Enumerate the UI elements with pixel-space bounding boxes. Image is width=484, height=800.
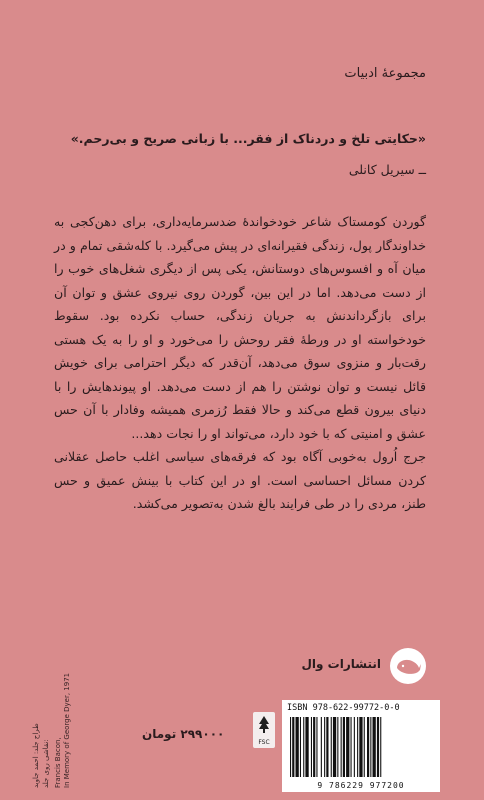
barcode-bar — [367, 717, 369, 777]
barcode-bar — [311, 717, 312, 777]
publisher-name: انتشارات وال — [301, 657, 381, 671]
barcode-bar — [364, 717, 365, 777]
synopsis-paragraph-1: گوردن کومستاک شاعر خودخواندهٔ ضدسرمایه‌داری، برای دهن‌کجی به خداوندگار پول، زندگی فقیرانه‌ای در پیش می‌گیرد. با کله‌شقی تمام و در میان آه و افسوس‌های دوستانش، یکی پس از دیگری شغل‌های خوب را از دست می‌دهد. اما در این بین، گوردن روی نیروی عشق و توان آن برای بازگرداندنش به جریان زندگی، حساب نکرده بود. سقوط خودخواسته او در ورطهٔ فقر روحش را می‌خورد و او را به یک هستی رقت‌بار و منزوی سوق می‌دهد، آن‌قدر که دیگر احترامی برای خویش قائل نیست و توان نوشتن را هم از دست می‌دهد. او پیوندهایش را با دنیای بیرون قطع می‌کند و حالا فقط رُزمری همیشه وفادار با آن حس عشق و امنیتی که با خود دارد، می‌تواند او را نجات دهد... — [54, 214, 426, 441]
barcode-bar — [324, 717, 325, 777]
barcode — [290, 717, 432, 777]
barcode-bar — [331, 717, 332, 777]
barcode-bar — [305, 717, 308, 777]
barcode-digits: 9 786229 977200 — [317, 781, 405, 790]
barcode-bar — [351, 717, 352, 777]
cover-credits — [30, 650, 88, 790]
barcode-bar — [380, 717, 381, 777]
barcode-bar — [321, 717, 322, 777]
barcode-bar — [373, 717, 376, 777]
fsc-badge — [253, 712, 275, 748]
series-title: مجموعهٔ ادبیات — [344, 66, 426, 81]
whale-logo-icon — [390, 648, 426, 684]
barcode-bar — [333, 717, 336, 777]
barcode-bar — [357, 717, 358, 777]
barcode-bar — [316, 717, 317, 777]
barcode-bar — [337, 717, 338, 777]
barcode-bar — [346, 717, 349, 777]
barcode-bar — [303, 717, 304, 777]
barcode-bar — [296, 717, 299, 777]
credit-designer: طراح جلد: احمد جاوید — [32, 723, 40, 788]
credit-painting-label: نقاشی روی جلد: — [42, 739, 50, 788]
synopsis-paragraph-2: جرج اُرول به‌خوبی آگاه بود که فرقه‌های سیاسی اغلب حاصل عقلانی کردن مسائل احساسی است. او در این کتاب با بینش عمیق و حس طنز، مردی را در طی فرایند بالغ شدن به‌تصویر می‌کشد. — [54, 449, 426, 511]
barcode-bar — [326, 717, 328, 777]
barcode-bar — [370, 717, 371, 777]
barcode-bar — [290, 717, 291, 777]
fsc-label: FSC — [258, 739, 270, 746]
barcode-bar — [359, 717, 362, 777]
synopsis — [54, 210, 426, 516]
isbn-number: ISBN 978-622-99772-0-0 — [287, 703, 400, 713]
credit-artist: Francis Bacon, — [54, 737, 62, 788]
price: ۲۹۹۰۰۰ تومان — [142, 727, 225, 741]
barcode-bar — [313, 717, 315, 777]
barcode-bar — [343, 717, 345, 777]
blurb-quote: «حکایتی تلخ و دردناک از فقر... با زبانی صریح و بی‌رحم.» — [70, 131, 426, 146]
barcode-bar — [300, 717, 301, 777]
barcode-bar — [341, 717, 342, 777]
barcode-bar — [377, 717, 379, 777]
isbn-barcode-block — [282, 700, 440, 792]
credit-artwork: In Memory of George Dyer, 1971 — [63, 672, 71, 788]
barcode-bar — [292, 717, 294, 777]
quote-author: ــ سیریل کانلی — [348, 162, 426, 177]
tree-icon — [257, 715, 271, 735]
barcode-bar — [354, 717, 355, 777]
